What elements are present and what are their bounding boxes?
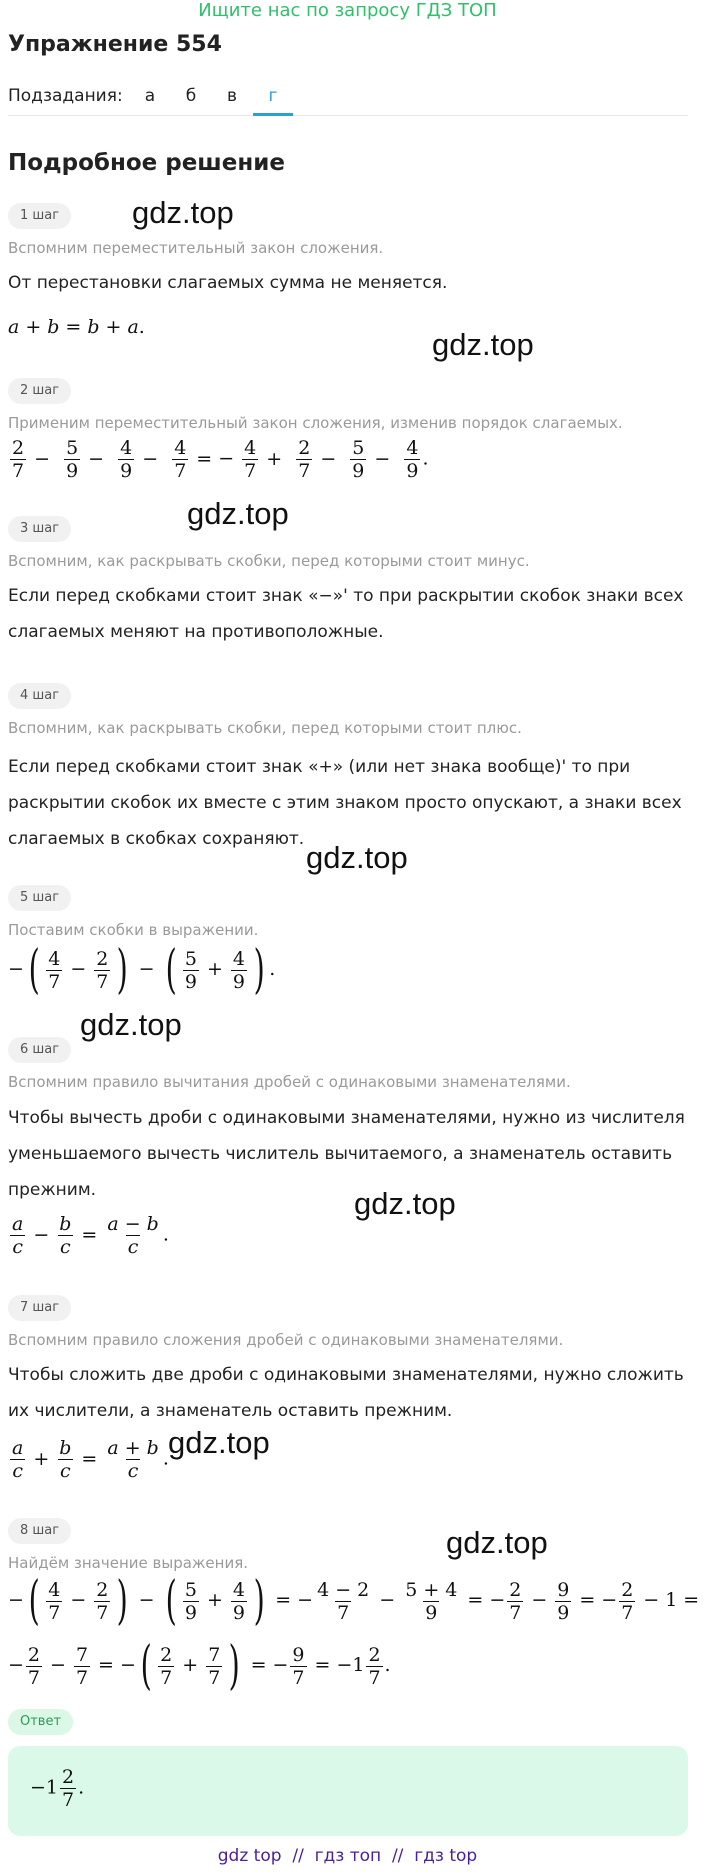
step-hint: Вспомним правило сложения дробей с одинаковыми знаменателями.: [8, 1331, 564, 1349]
formula-commutative: a + b = b + a.: [8, 316, 145, 338]
step-badge: 7 шаг: [8, 1295, 71, 1321]
watermark: gdz.top: [187, 496, 289, 531]
watermark: gdz.top: [132, 195, 234, 230]
watermark: gdz.top: [168, 1425, 270, 1460]
subtask-tab-b[interactable]: б: [185, 86, 197, 106]
step-text: Чтобы сложить две дроби с одинаковыми знаменателями, нужно сложить их числители, а знаменатель оставить прежним.: [8, 1365, 684, 1421]
watermark: gdz.top: [432, 327, 534, 362]
solution-heading: Подробное решение: [8, 150, 285, 176]
step-badge: 2 шаг: [8, 378, 71, 404]
step-text: Если перед скобками стоит знак «+» (или нет знака вообще)' то при раскрытии скобок их вместе с этим знаком просто опускают, а знаки всех слагаемых в скобках сохраняют.: [8, 757, 682, 849]
formula-add-rule: $\frac{a}{c}$ + $\frac{b}{c}$ = $\frac{a + b}{c}$ .: [12, 1437, 169, 1482]
step-text: Чтобы вычесть дроби с одинаковыми знаменателями, нужно из числителя уменьшаемого вычесть числитель вычитаемого, а знаменатель оставить прежним.: [8, 1108, 685, 1200]
formula-reorder: $\frac{2}{7}$ − $\frac{5}{9}$ − $\frac{4}{9}$ − $\frac{4}{7}$ = − $\frac{4}{7}$ + $\frac{2}{7}$ − $\frac{5}{9}$ − $\frac{4}{9}$ .: [12, 437, 429, 482]
answer-box: [8, 1746, 688, 1836]
step-hint: Вспомним правило вычитания дробей с одинаковыми знаменателями.: [8, 1073, 571, 1091]
step-badge: 3 шаг: [8, 516, 71, 542]
answer-badge: Ответ: [8, 1709, 73, 1735]
watermark: gdz.top: [446, 1525, 548, 1560]
subtask-tab-a[interactable]: а: [144, 86, 156, 106]
subtasks-label: Подзадания:: [8, 86, 123, 106]
step-badge: 8 шаг: [8, 1518, 71, 1544]
step-badge: 5 шаг: [8, 885, 71, 911]
answer-value: −1 $\frac{2}{7}$ .: [30, 1766, 85, 1811]
footer-links[interactable]: gdz top // гдз топ // гдз top: [217, 1846, 478, 1866]
step-text: От перестановки слагаемых сумма не меняется.: [8, 273, 448, 293]
step-hint: Применим переместительный закон сложения, изменив порядок слагаемых.: [8, 414, 623, 432]
step-hint: Вспомним переместительный закон сложения.: [8, 239, 384, 257]
subtask-tab-v[interactable]: в: [226, 86, 238, 106]
step-hint: Поставим скобки в выражении.: [8, 921, 259, 939]
step-badge: 4 шаг: [8, 683, 71, 709]
formula-solution-line-2: − $\frac{2}{7}$ − $\frac{7}{7}$ = −( $\frac{2}{7}$ + $\frac{7}{7}$ ) = − $\frac{9}{7}$ = −1 $\frac{2}{7}$ .: [8, 1636, 391, 1696]
step-badge: 6 шаг: [8, 1037, 71, 1063]
subtask-tab-g[interactable]: г: [253, 78, 293, 116]
step-hint: Вспомним, как раскрывать скобки, перед которыми стоит плюс.: [8, 719, 522, 737]
step-badge: 1 шаг: [8, 203, 71, 229]
page-title: Упражнение 554: [8, 32, 222, 57]
promo-banner[interactable]: Ищите нас по запросу ГДЗ ТОП: [198, 0, 497, 21]
formula-brackets: −( $\frac{4}{7}$ − $\frac{2}{7}$ ) − ( $\frac{5}{9}$ + $\frac{4}{9}$ ) .: [8, 940, 276, 1000]
watermark: gdz.top: [306, 840, 408, 875]
watermark: gdz.top: [354, 1186, 456, 1221]
subtasks-bar: [8, 78, 688, 116]
formula-solution-line-1: −( $\frac{4}{7}$ − $\frac{2}{7}$ ) − ( $\frac{5}{9}$ + $\frac{4}{9}$ ) = − $\frac{4 - 2}{7}$ − $\frac{5 + 4}{9}$ = − $\frac{2}{7}$ − $\frac{9}{9}$ = − $\frac{2}{7}$ − 1 =: [8, 1571, 700, 1631]
step-text: Если перед скобками стоит знак «−»' то при раскрытии скобок знаки всех слагаемых меняют на противоположные.: [8, 586, 684, 642]
formula-subtract-rule: $\frac{a}{c}$ − $\frac{b}{c}$ = $\frac{a - b}{c}$ .: [12, 1213, 169, 1258]
step-hint: Вспомним, как раскрывать скобки, перед которыми стоит минус.: [8, 552, 530, 570]
watermark: gdz.top: [80, 1007, 182, 1042]
step-hint: Найдём значение выражения.: [8, 1554, 249, 1572]
